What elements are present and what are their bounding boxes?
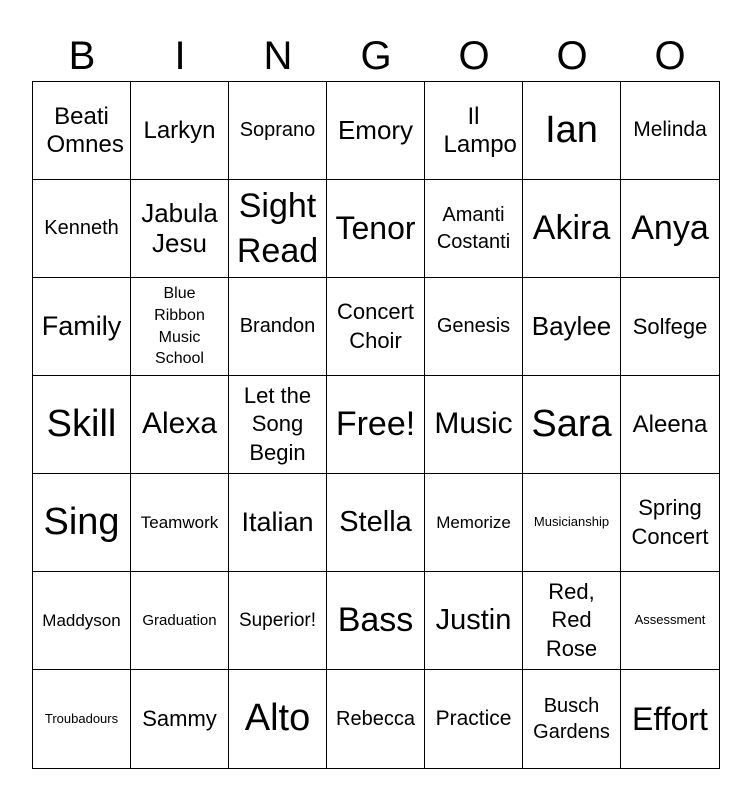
bingo-cell: Amanti Costanti <box>425 180 523 278</box>
bingo-cell: Baylee <box>523 278 621 376</box>
bingo-cell: Red, Red Rose <box>523 572 621 670</box>
bingo-cell: Alto <box>229 670 327 768</box>
bingo-cell: Jabula Jesu <box>131 180 229 278</box>
bingo-cell: Larkyn <box>131 82 229 180</box>
bingo-cell: Melinda <box>621 82 719 180</box>
header-letter-g: G <box>360 34 392 78</box>
header-letter-i: I <box>174 34 186 78</box>
header-letter-b: B <box>68 34 96 78</box>
bingo-cell: Busch Gardens <box>523 670 621 768</box>
bingo-cell: Soprano <box>229 82 327 180</box>
bingo-cell: Il Lampo <box>425 82 523 180</box>
bingo-cell: Justin <box>425 572 523 670</box>
bingo-cell: Music <box>425 376 523 474</box>
bingo-cell: Beati Omnes <box>33 82 131 180</box>
bingo-cell: Concert Choir <box>327 278 425 376</box>
bingo-cell: Ian <box>523 82 621 180</box>
bingo-cell: Spring Concert <box>621 474 719 572</box>
bingo-cell: Teamwork <box>131 474 229 572</box>
bingo-cell: Graduation <box>131 572 229 670</box>
bingo-cell: Sing <box>33 474 131 572</box>
bingo-cell: Alexa <box>131 376 229 474</box>
bingo-cell: Effort <box>632 700 708 737</box>
bingo-cell: Sight Read <box>229 180 327 278</box>
bingo-cell: Anya <box>621 180 719 278</box>
bingo-cell: Memorize <box>425 474 523 572</box>
bingo-cell: Bass <box>327 572 425 670</box>
bingo-cell: Skill <box>33 376 131 474</box>
bingo-cell: Kenneth <box>33 180 131 278</box>
bingo-cell: Rebecca <box>327 670 425 768</box>
bingo-cell: Blue Ribbon Music School <box>131 278 229 376</box>
bingo-cell: Aleena <box>621 376 719 474</box>
header-letter-n: N <box>263 34 293 78</box>
bingo-cell: Free! <box>327 376 425 474</box>
bingo-cell: Let the Song Begin <box>229 376 327 474</box>
bingo-cell: Superior! <box>229 572 327 670</box>
bingo-cell: Solfege <box>621 278 719 376</box>
bingo-cell: Assessment <box>621 572 719 670</box>
bingo-cell: Tenor <box>327 180 425 278</box>
bingo-cell: Emory <box>327 82 425 180</box>
bingo-cell: Maddyson <box>33 572 131 670</box>
bingo-cell: Stella <box>327 474 425 572</box>
bingo-cell: Akira <box>523 180 621 278</box>
header-letter-o3: O <box>654 34 686 78</box>
bingo-cell: Brandon <box>229 278 327 376</box>
header-letter-o1: O <box>458 34 490 78</box>
bingo-cell: Musicianship <box>523 474 621 572</box>
header-letter-o2: O <box>556 34 588 78</box>
bingo-cell: Troubadours <box>33 670 131 768</box>
bingo-cell: Italian <box>229 474 327 572</box>
bingo-cell: Sara <box>523 376 621 474</box>
bingo-cell: Genesis <box>425 278 523 376</box>
bingo-header <box>33 30 719 82</box>
bingo-cell: Practice <box>425 670 523 768</box>
bingo-cell: Family <box>33 278 131 376</box>
bingo-grid <box>32 81 720 769</box>
bingo-cell: Sammy <box>131 670 229 768</box>
